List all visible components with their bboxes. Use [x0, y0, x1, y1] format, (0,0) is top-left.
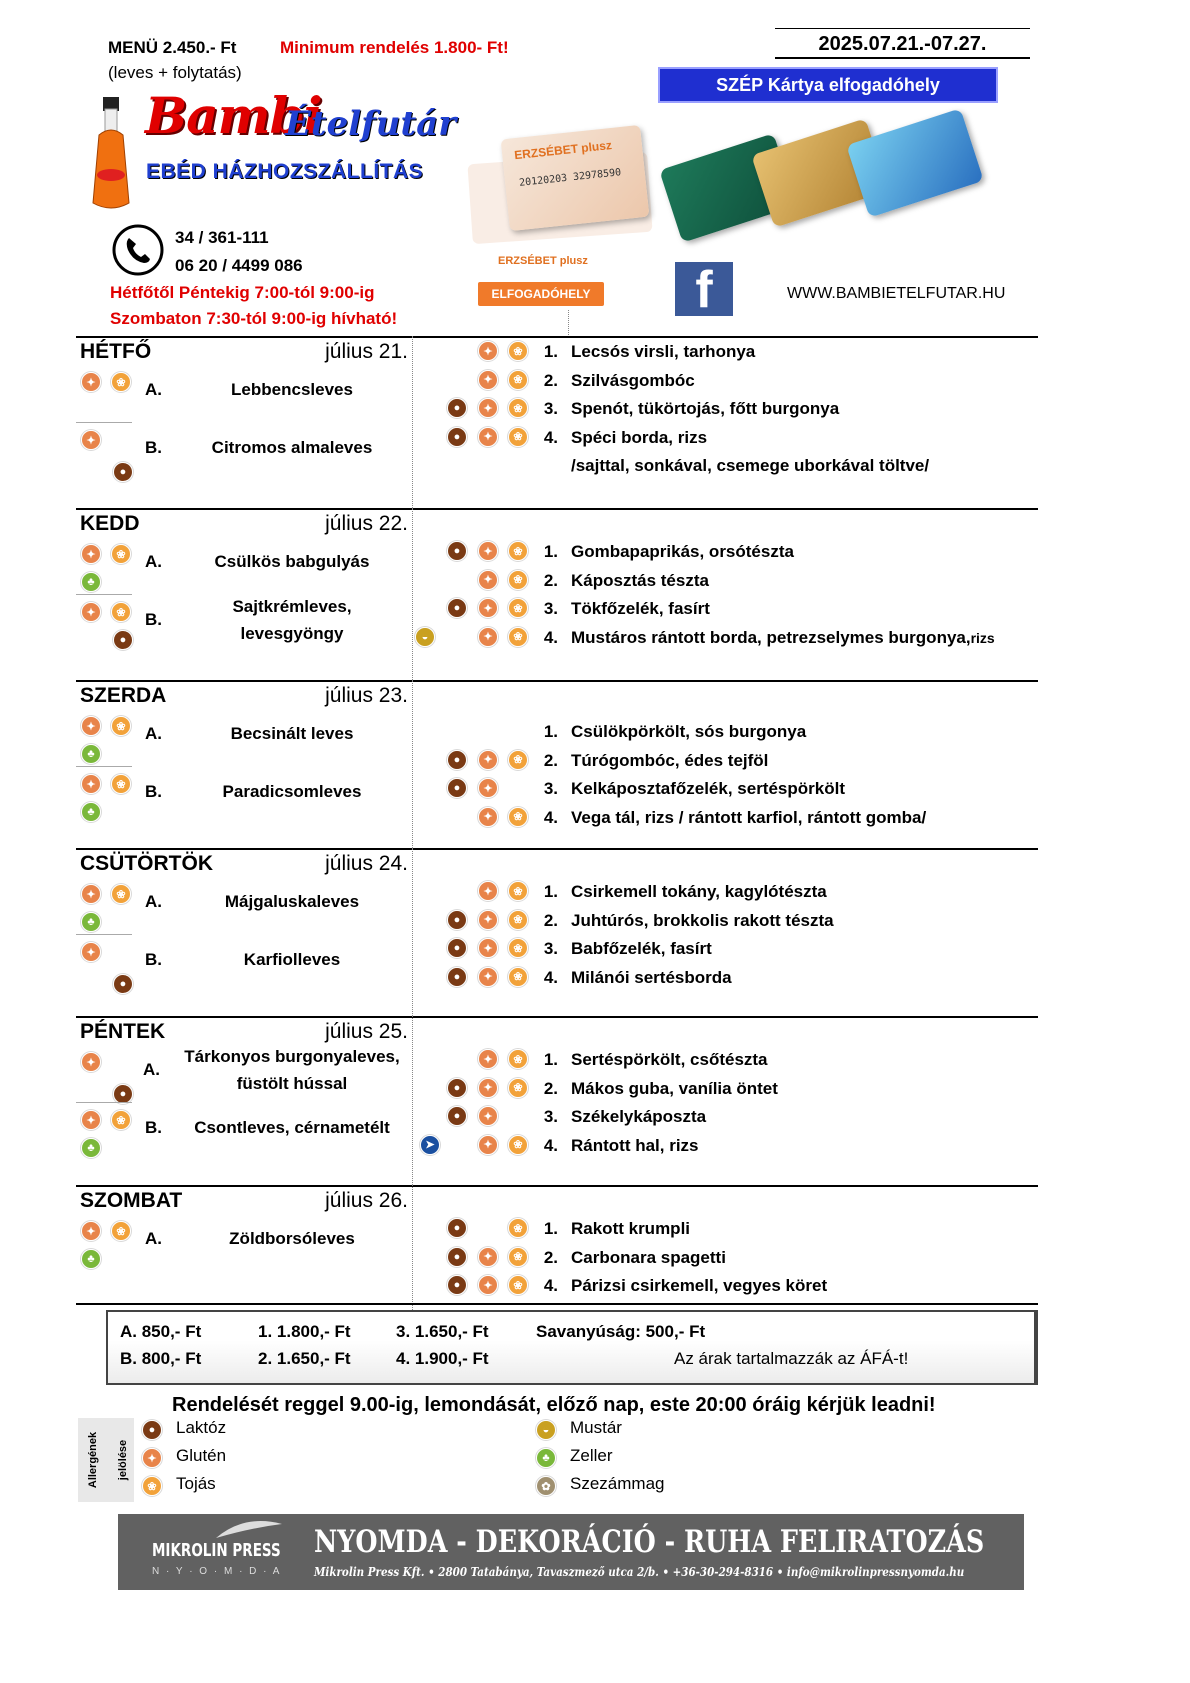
day-separator [76, 1016, 1038, 1018]
laktoz-icon: ● [447, 1078, 467, 1098]
tojas-icon: ❀ [508, 570, 528, 590]
soup-name: Lebbencsleves [231, 380, 353, 399]
logo-title-etelfutar: Ételfutár [285, 104, 457, 144]
tojas-icon: ❀ [111, 884, 131, 904]
menu-price: MENÜ 2.450.- Ft [108, 38, 237, 57]
price-savanyusag: Savanyúság: 500,- Ft [536, 1322, 706, 1341]
soup-name: Zöldborsóleves [229, 1229, 355, 1248]
day-name: PÉNTEK [80, 1020, 166, 1043]
laktoz-icon: ● [447, 1106, 467, 1126]
price-dish-2: 2. 1.650,- Ft [258, 1349, 351, 1368]
gluten-icon: ✦ [478, 598, 498, 618]
zeller-icon: ♣ [81, 572, 101, 592]
tojas-icon: ❀ [508, 427, 528, 447]
laktoz-icon: ● [447, 1218, 467, 1238]
logo-subtitle: EBÉD HÁZHOZSZÁLLÍTÁS [146, 160, 424, 183]
gluten-icon: ✦ [478, 1247, 498, 1267]
gluten-icon: ✦ [478, 341, 498, 361]
dish-name: /sajttal, sonkával, csemege uborkával töltve/ [571, 456, 930, 475]
day-name: SZOMBAT [80, 1189, 183, 1212]
tojas-icon: ❀ [508, 1049, 528, 1069]
dish-name: Túrógombóc, édes tejföl [571, 750, 769, 770]
logo-title-bambi: Bambi [145, 86, 322, 145]
soup-letter: A. [145, 380, 162, 399]
gluten-icon: ✦ [81, 544, 101, 564]
dish-name: Mákos guba, vanília öntet [571, 1078, 778, 1098]
tojas-icon: ❀ [508, 1218, 528, 1238]
laktoz-icon: ● [113, 1084, 133, 1104]
dish-number: 1. [543, 882, 558, 901]
dish-name: Milánói sertésborda [571, 967, 732, 987]
day-separator [76, 508, 1038, 510]
day-date: július 22. [325, 512, 408, 535]
dish-name: Párizsi csirkemell, vegyes köret [571, 1276, 828, 1295]
tojas-icon: ❀ [508, 1275, 528, 1295]
gluten-icon: ✦ [478, 1078, 498, 1098]
date-range: 2025.07.21.-07.27. [775, 33, 1030, 59]
dish-name: Csülökpörkölt, sós burgonya [571, 722, 807, 741]
dish-number: 1. [543, 542, 558, 561]
gluten-icon: ✦ [478, 778, 498, 798]
soup-letter: A. [145, 724, 162, 743]
dish-name: Spéci borda, rizs [571, 427, 708, 447]
dish-number: 2. [543, 570, 558, 590]
tojas-icon: ❀ [111, 774, 131, 794]
gluten-icon: ✦ [81, 1110, 101, 1130]
website-link[interactable]: WWW.BAMBIETELFUTAR.HU [787, 285, 1006, 302]
dish-number: 4. [543, 967, 558, 987]
gluten-icon: ✦ [478, 570, 498, 590]
gluten-icon: ✦ [478, 541, 498, 561]
legend-label: Glutén [176, 1446, 227, 1465]
zeller-icon: ♣ [81, 744, 101, 764]
gluten-icon: ✦ [478, 1049, 498, 1069]
laktoz-icon: ● [447, 1275, 467, 1295]
dish-number: 1. [543, 1050, 558, 1069]
tojas-icon: ❀ [111, 372, 131, 392]
dish-number: 3. [543, 599, 558, 618]
dish-name: Székelykáposzta [571, 1107, 707, 1126]
price-dish-1: 1. 1.800,- Ft [258, 1322, 351, 1341]
dish-number: 4. [543, 1276, 558, 1295]
laktoz-icon: ● [447, 427, 467, 447]
tojas-icon: ❀ [508, 398, 528, 418]
dish-number: 3. [543, 399, 558, 418]
legend-label: Laktóz [176, 1418, 227, 1437]
tojas-icon: ❀ [508, 627, 528, 647]
dish-number: 4. [543, 427, 558, 447]
gluten-icon: ✦ [478, 370, 498, 390]
dish-name: Carbonara spagetti [571, 1247, 726, 1267]
tojas-icon: ❀ [508, 1078, 528, 1098]
dish-number: 1. [543, 342, 558, 361]
phone-number-1: 34 / 361-111 [175, 228, 269, 247]
zeller-icon: ♣ [536, 1448, 556, 1468]
price-soup-b: B. 800,- Ft [120, 1349, 202, 1368]
erzsebet-voucher-card: ERZSÉBET plusz 20120203 32978590 [501, 125, 650, 231]
dish-number: 3. [543, 939, 558, 958]
day-date: július 24. [325, 852, 408, 875]
dish-name: Babfőzelék, fasírt [571, 939, 712, 958]
gluten-icon: ✦ [478, 750, 498, 770]
soup-letter: A. [143, 1060, 160, 1079]
gluten-icon: ✦ [478, 881, 498, 901]
soup-letter: A. [145, 552, 162, 571]
day-date: július 23. [325, 684, 408, 707]
soup-letter: B. [145, 950, 162, 969]
feather-icon [214, 1520, 284, 1540]
soup-name: Karfiolleves [243, 950, 341, 969]
gluten-icon: ✦ [478, 1135, 498, 1155]
day-separator [76, 1185, 1038, 1187]
laktoz-icon: ● [447, 778, 467, 798]
advert-brand: MIKROLIN PRESS [152, 1540, 281, 1561]
soup-name: levesgyöngy [240, 623, 344, 643]
dish-name: Csirkemell tokány, kagylótészta [571, 882, 827, 901]
soup-letter: B. [145, 610, 162, 629]
advert-contact: Mikrolin Press Kft. • 2800 Tatabánya, Tavaszmező utca 2/b. • +36-30-294-8316 • info@mikrolinpressnyomda.hu [314, 1565, 965, 1579]
dish-name: Mustáros rántott borda, petrezselymes burgonya,rizs [571, 627, 995, 647]
zeller-icon: ♣ [81, 1249, 101, 1269]
soup-name: Tárkonyos burgonyaleves, [184, 1046, 400, 1066]
phone-number-2: 06 20 / 4499 086 [175, 256, 303, 275]
soup-name: Csontleves, cérnametélt [194, 1118, 390, 1137]
dish-name: Spenót, tükörtojás, főtt burgonya [571, 399, 840, 418]
tojas-icon: ❀ [508, 967, 528, 987]
szezam-icon: ✿ [536, 1476, 556, 1496]
dish-number: 4. [543, 807, 558, 827]
laktoz-icon: ● [447, 938, 467, 958]
tojas-icon: ❀ [508, 541, 528, 561]
soup-name: Citromos almaleves [211, 438, 373, 457]
mustar-icon: ◒ [415, 627, 435, 647]
laktoz-icon: ● [447, 398, 467, 418]
day-name: HÉTFŐ [80, 340, 152, 363]
gluten-icon: ✦ [478, 427, 498, 447]
price-dish-4: 4. 1.900,- Ft [396, 1349, 489, 1368]
szep-card-banner: SZÉP Kártya elfogadóhely [658, 67, 998, 103]
dish-number: 2. [543, 1078, 558, 1098]
dish-number: 4. [543, 627, 558, 647]
gluten-icon: ✦ [81, 942, 101, 962]
gluten-icon: ✦ [478, 910, 498, 930]
voucher-accepted-badge: ELFOGADÓHELY [478, 282, 604, 306]
laktoz-icon: ● [447, 1247, 467, 1267]
zeller-icon: ♣ [81, 1138, 101, 1158]
day-date: július 21. [325, 340, 408, 363]
price-dish-3: 3. 1.650,- Ft [396, 1322, 489, 1341]
laktoz-icon: ● [113, 630, 133, 650]
price-vat-note: Az árak tartalmazzák az ÁFÁ-t! [674, 1349, 909, 1368]
dish-name: Gombapaprikás, orsótészta [571, 542, 794, 561]
tojas-icon: ❀ [142, 1476, 162, 1496]
dish-name: Kelkáposztafőzelék, sertéspörkölt [571, 779, 845, 798]
price-soup-a: A. 850,- Ft [120, 1322, 202, 1341]
dish-number: 1. [543, 722, 558, 741]
soup-letter: B. [145, 438, 162, 457]
soup-name: Paradicsomleves [222, 782, 362, 801]
gluten-icon: ✦ [478, 967, 498, 987]
dish-name: Lecsós virsli, tarhonya [571, 342, 756, 361]
opening-hours-weekday: Hétfőtől Péntekig 7:00-tól 9:00-ig [110, 283, 375, 302]
advert-brand-sub: N · Y · O · M · D · A [152, 1566, 282, 1577]
laktoz-icon: ● [113, 462, 133, 482]
dish-name: Sertéspörkölt, csőtészta [571, 1050, 768, 1069]
dish-number: 3. [543, 779, 558, 798]
tojas-icon: ❀ [508, 881, 528, 901]
gluten-icon: ✦ [478, 1106, 498, 1126]
dish-name: Rántott hal, rizs [571, 1135, 699, 1155]
gluten-icon: ✦ [81, 774, 101, 794]
dish-number: 2. [543, 1247, 558, 1267]
day-name: CSÜTÖRTÖK [80, 852, 213, 875]
legend-label: Tojás [176, 1474, 216, 1493]
price-box [106, 1310, 1038, 1385]
soup-name: Csülkös babgulyás [214, 552, 370, 571]
dish-number: 2. [543, 370, 558, 390]
gluten-icon: ✦ [478, 807, 498, 827]
legend-label: Szezámmag [570, 1474, 665, 1493]
gluten-icon: ✦ [478, 938, 498, 958]
dish-number: 3. [543, 1107, 558, 1126]
dish-number: 4. [543, 1135, 558, 1155]
gluten-icon: ✦ [81, 716, 101, 736]
gluten-icon: ✦ [478, 1275, 498, 1295]
gluten-icon: ✦ [81, 602, 101, 622]
day-date: július 26. [325, 1189, 408, 1212]
menu-note: (leves + folytatás) [108, 63, 242, 82]
gluten-icon: ✦ [142, 1448, 162, 1468]
legend-label: Zeller [570, 1446, 613, 1465]
zeller-icon: ♣ [81, 802, 101, 822]
gluten-icon: ✦ [81, 372, 101, 392]
dish-number: 2. [543, 750, 558, 770]
laktoz-icon: ● [447, 910, 467, 930]
printer-advert [118, 1514, 1024, 1590]
legend-label: Mustár [570, 1418, 622, 1437]
tojas-icon: ❀ [508, 1247, 528, 1267]
tojas-icon: ❀ [508, 938, 528, 958]
gluten-icon: ✦ [478, 627, 498, 647]
facebook-icon[interactable]: f [675, 262, 733, 316]
laktoz-icon: ● [447, 541, 467, 561]
gluten-icon: ✦ [81, 430, 101, 450]
dish-number: 1. [543, 1219, 558, 1238]
gluten-icon: ✦ [81, 1221, 101, 1241]
laktoz-icon: ● [447, 598, 467, 618]
day-date: július 25. [325, 1020, 408, 1043]
order-deadline-note: Rendelését reggel 9.00-ig, lemondását, előző nap, este 20:00 óráig kérjük leadni! [172, 1394, 936, 1416]
soup-name: füstölt hússal [236, 1073, 348, 1093]
tojas-icon: ❀ [111, 716, 131, 736]
mustar-icon: ◒ [536, 1420, 556, 1440]
min-order-note: Minimum rendelés 1.800- Ft! [280, 38, 509, 57]
zeller-icon: ♣ [81, 912, 101, 932]
bottle-logo-icon [85, 95, 137, 213]
laktoz-icon: ● [447, 750, 467, 770]
tojas-icon: ❀ [508, 341, 528, 361]
day-separator [76, 848, 1038, 850]
dish-name: Vega tál, rizs / rántott karfiol, rántott gomba/ [571, 807, 927, 827]
gluten-icon: ✦ [478, 398, 498, 418]
soup-name: Májgaluskaleves [224, 892, 360, 911]
laktoz-icon: ● [447, 967, 467, 987]
gluten-icon: ✦ [81, 1052, 101, 1072]
opening-hours-saturday: Szombaton 7:30-tól 9:00-ig hívható! [110, 309, 398, 328]
allergen-legend-label: Allergének jelölése [78, 1418, 134, 1502]
advert-headline: NYOMDA - DEKORÁCIÓ - RUHA FELIRATOZÁS [314, 1524, 985, 1560]
day-separator [76, 680, 1038, 682]
gluten-icon: ✦ [81, 884, 101, 904]
laktoz-icon: ● [142, 1420, 162, 1440]
hal-icon: ➤ [420, 1135, 440, 1155]
day-name: KEDD [80, 512, 140, 535]
tojas-icon: ❀ [111, 1221, 131, 1241]
dish-name: Szilvásgombóc [571, 370, 695, 390]
dish-name: Káposztás tészta [571, 570, 709, 590]
soup-letter: A. [145, 1229, 162, 1248]
soup-letter: B. [145, 1118, 162, 1137]
soup-name: Becsinált leves [230, 724, 354, 743]
tojas-icon: ❀ [111, 1110, 131, 1130]
day-separator [76, 336, 1038, 338]
dish-number: 2. [543, 910, 558, 930]
day-separator [76, 1303, 1038, 1305]
tojas-icon: ❀ [508, 910, 528, 930]
dish-name: Rakott krumpli [571, 1219, 691, 1238]
soup-letter: A. [145, 892, 162, 911]
dish-name: Tökfőzelék, fasírt [571, 599, 710, 618]
soup-letter: B. [145, 782, 162, 801]
tojas-icon: ❀ [508, 370, 528, 390]
tojas-icon: ❀ [508, 807, 528, 827]
tojas-icon: ❀ [508, 750, 528, 770]
voucher-brand-small: ERZSÉBET plusz [498, 255, 588, 267]
tojas-icon: ❀ [111, 602, 131, 622]
laktoz-icon: ● [113, 974, 133, 994]
tojas-icon: ❀ [508, 598, 528, 618]
dish-name: Juhtúrós, brokkolis rakott tészta [571, 910, 834, 930]
tojas-icon: ❀ [508, 1135, 528, 1155]
day-name: SZERDA [80, 684, 167, 707]
soup-name: Sajtkrémleves, [232, 596, 352, 616]
phone-icon [112, 224, 164, 276]
tojas-icon: ❀ [111, 544, 131, 564]
